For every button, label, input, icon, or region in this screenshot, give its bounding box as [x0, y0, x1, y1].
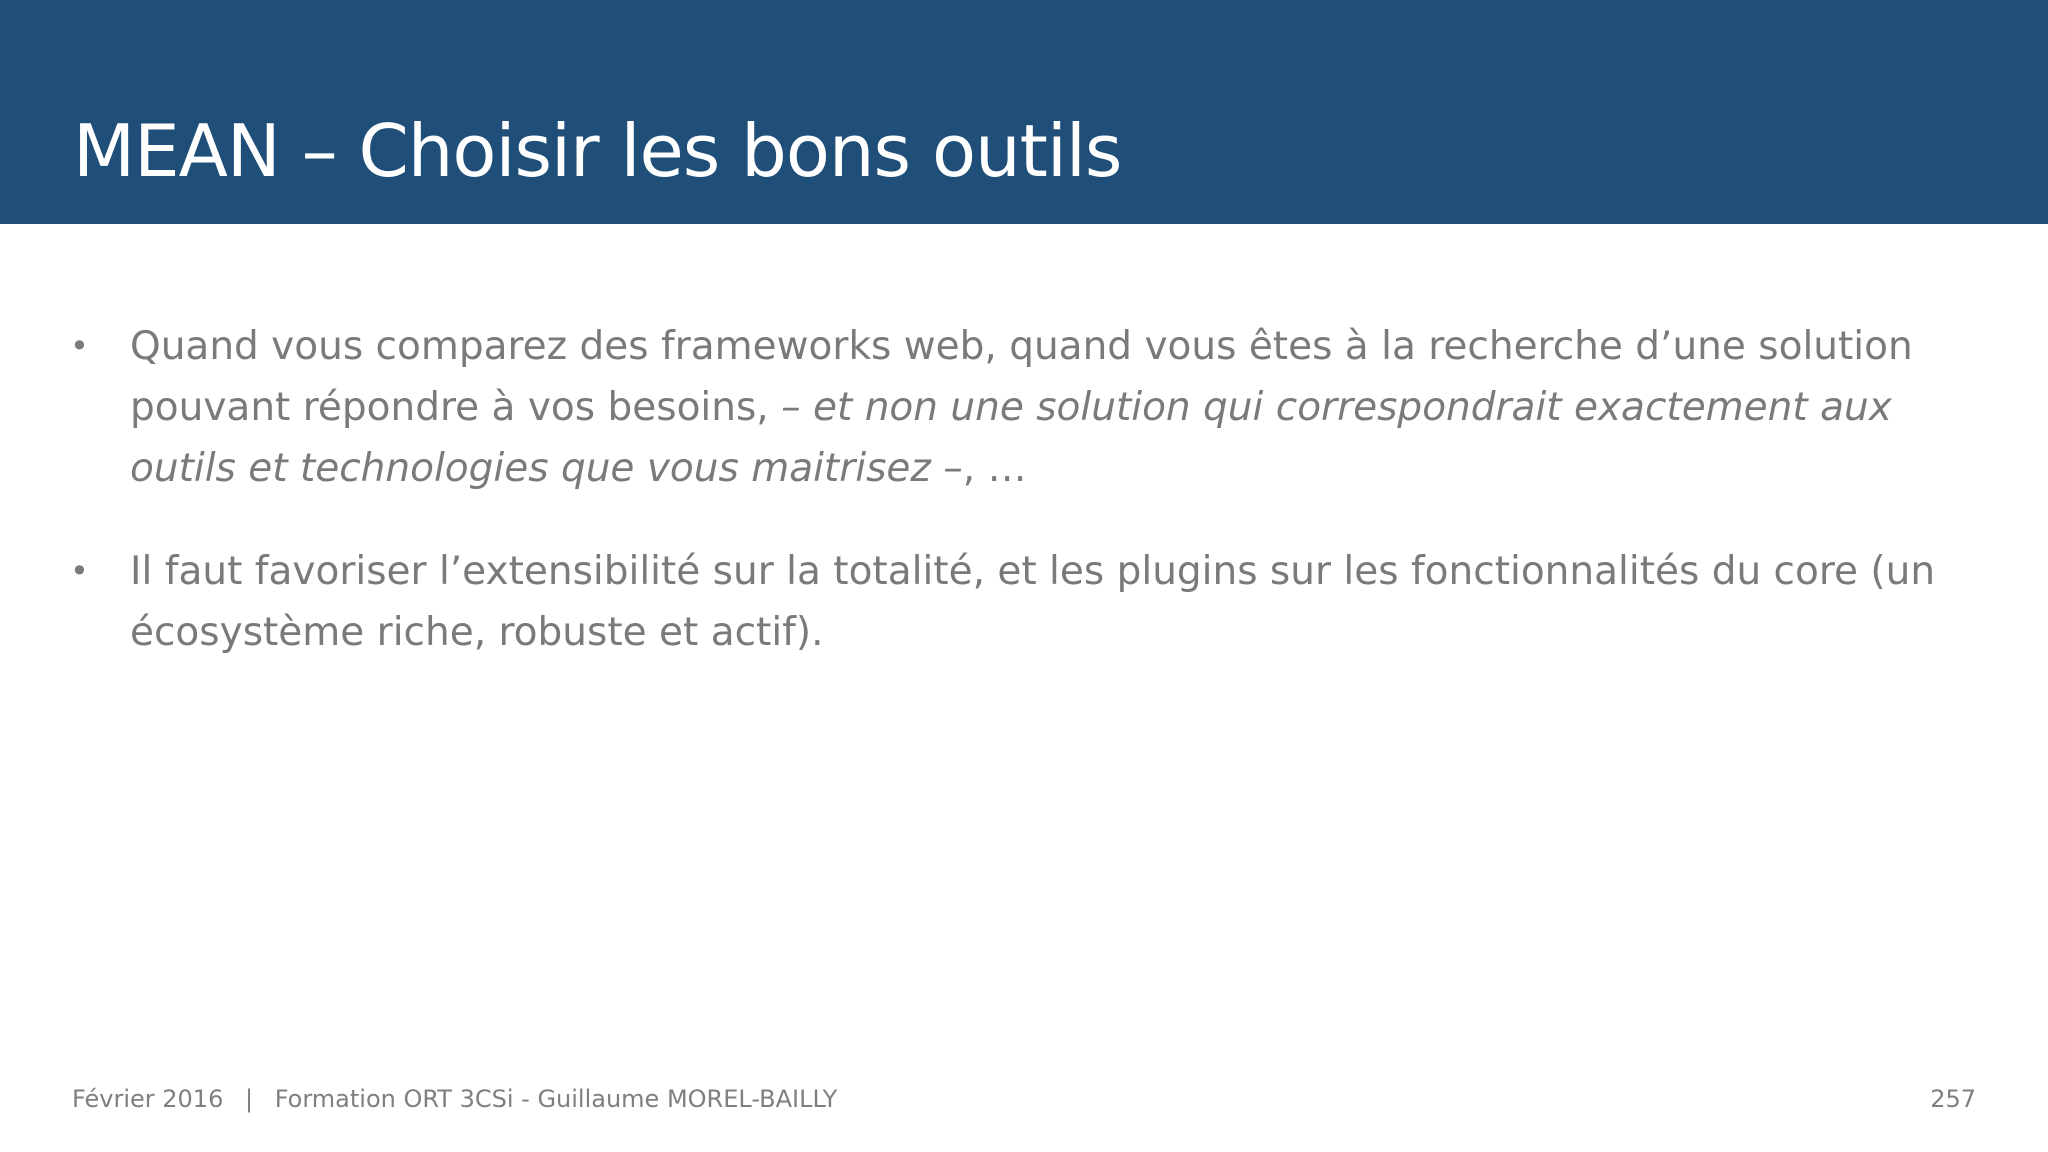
- page-number: 257: [1930, 1085, 1976, 1113]
- title-bar: [0, 0, 2048, 224]
- slide-title: MEAN – Choisir les bons outils: [73, 109, 1122, 193]
- bullet-icon: •: [70, 552, 89, 590]
- bullet-italic-text: – et non une solution qui correspondrait exactement aux outils et technologies que vous maitrisez –: [130, 385, 1892, 491]
- footer-separator: |: [244, 1085, 254, 1113]
- footer-date: Février 2016: [72, 1085, 224, 1113]
- bullet-icon: •: [70, 327, 89, 365]
- bullet-text: Il faut favoriser l’extensibilité sur la totalité, et les plugins sur les fonctionnalités du core (un écosystème riche, robuste et actif).: [130, 549, 1936, 655]
- footer-course: Formation ORT 3CSi - Guillaume MOREL-BAILLY: [274, 1085, 838, 1113]
- bullet-list: [70, 316, 2010, 705]
- bullet-item: [70, 316, 2010, 499]
- bullet-text: Quand vous comparez des frameworks web, quand vous êtes à la recherche d’une solution pouvant répondre à vos besoins,: [130, 324, 1913, 430]
- bullet-text-after: , …: [962, 446, 1027, 491]
- bullet-item: [70, 541, 2010, 663]
- footer: [72, 1082, 837, 1116]
